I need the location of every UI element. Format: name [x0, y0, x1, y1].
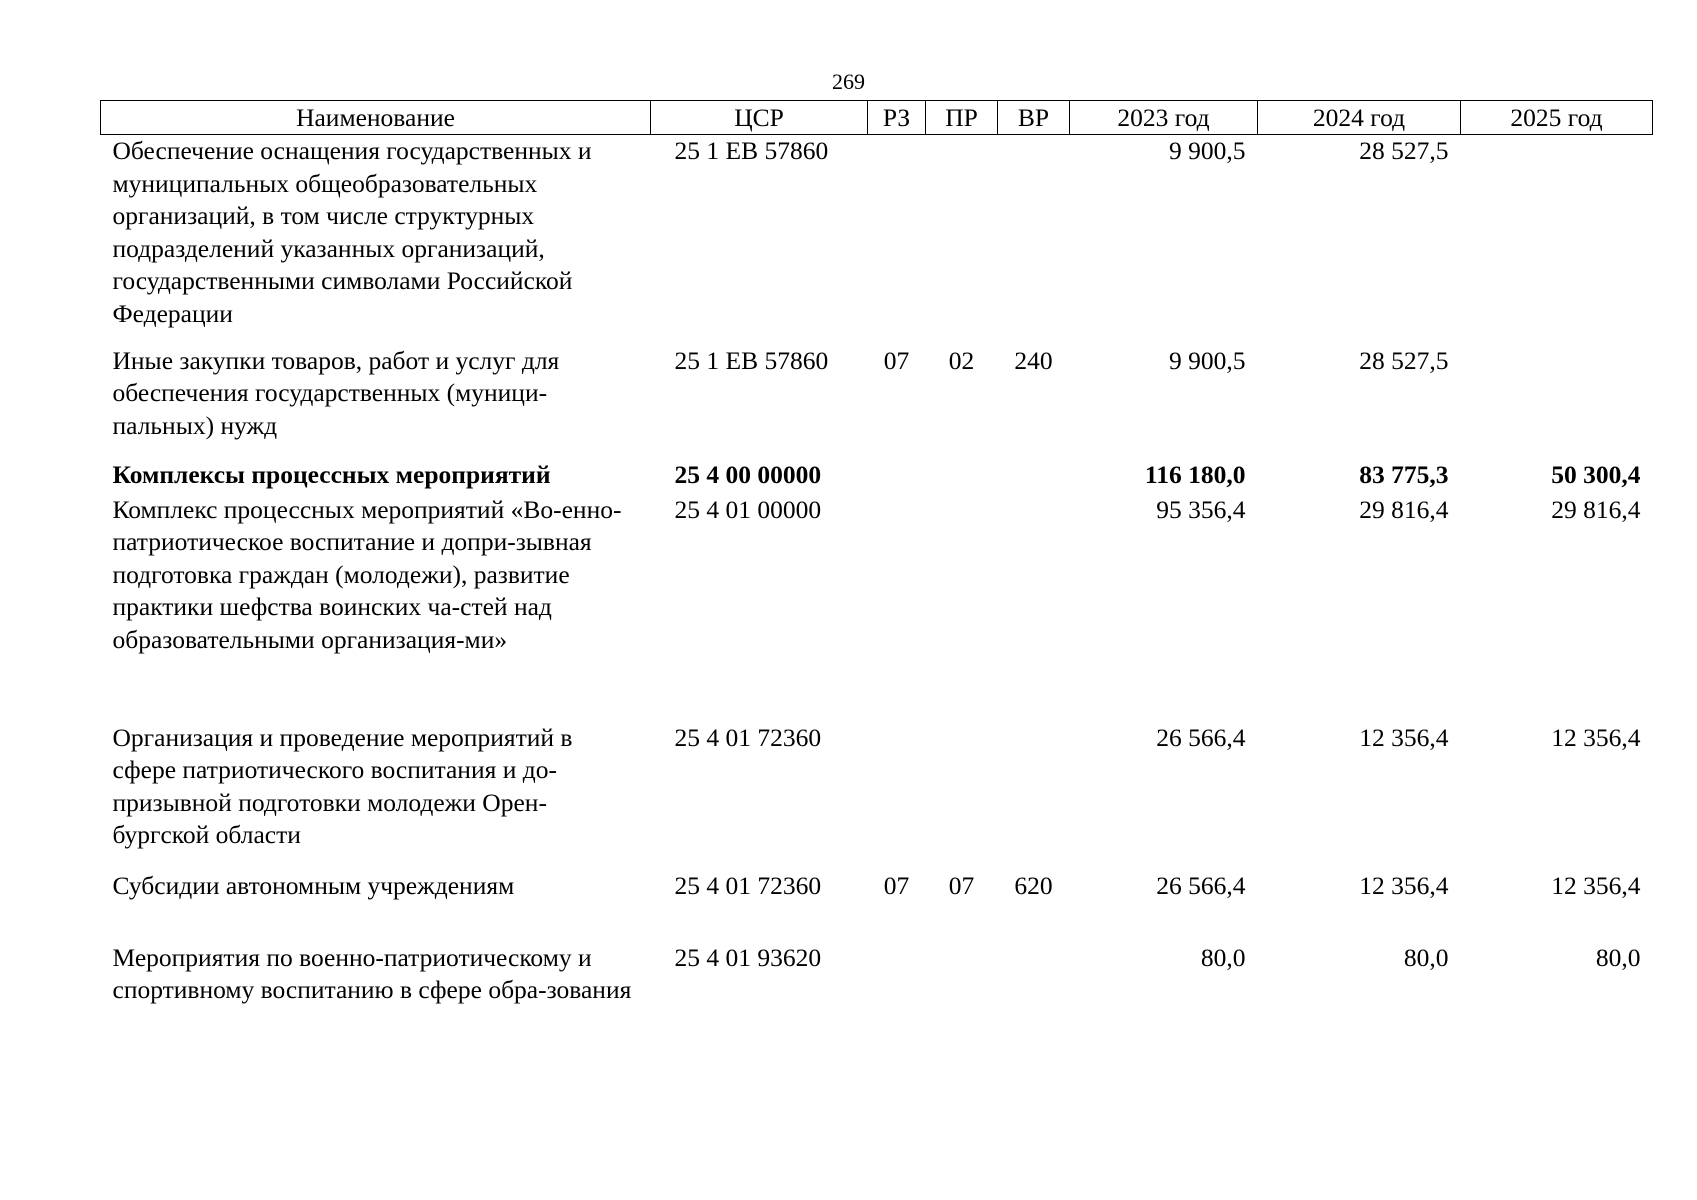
page-number: 269 [832, 69, 865, 94]
row-vr [998, 459, 1070, 494]
row-2025: 12 356,4 [1551, 722, 1641, 752]
row-rz [868, 722, 926, 870]
table-row [101, 722, 1653, 870]
header-vr: ВР [998, 101, 1070, 135]
row-name: Комплексы процессных мероприятий [112, 459, 551, 489]
row-rz: 07 [883, 870, 910, 900]
table-row [101, 345, 1653, 459]
row-name: Организация и проведение мероприятий в сфере патриотического воспитания и до-призывной подготовки молодежи Орен-бургской области [112, 722, 573, 849]
header-2024: 2024 год [1258, 101, 1461, 135]
row-2023: 80,0 [1200, 942, 1246, 972]
row-rz [868, 135, 926, 345]
row-pr: 02 [948, 345, 975, 375]
row-2025: 12 356,4 [1551, 870, 1641, 900]
row-vr: 620 [1014, 870, 1053, 900]
header-pr: ПР [926, 101, 998, 135]
row-csr: 25 4 01 93620 [674, 942, 822, 972]
row-pr: 07 [948, 870, 975, 900]
row-name: Иные закупки товаров, работ и услуг для обеспечения государственных (муници-пальных) нужд [112, 345, 560, 440]
row-2024: 28 527,5 [1359, 345, 1449, 375]
row-2024: 12 356,4 [1359, 722, 1449, 752]
table-row [101, 135, 1653, 345]
row-pr [926, 135, 998, 345]
row-2025: 29 816,4 [1551, 494, 1641, 524]
row-2023: 95 356,4 [1156, 494, 1246, 524]
row-name: Обеспечение оснащения государственных и муниципальных общеобразовательных организаций, в том числе структурных подразделений указанных организаций, государственными символами Российской Федерации [112, 136, 592, 328]
row-vr: 240 [1014, 345, 1053, 375]
row-csr: 25 4 01 00000 [674, 494, 822, 524]
row-2025 [1461, 135, 1653, 345]
row-2024: 83 775,3 [1359, 459, 1449, 489]
row-rz [868, 942, 926, 1052]
row-name: Комплекс процессных мероприятий «Во-енно-патриотическое воспитание и допри-зывная подготовка граждан (молодежи), развитие практики шефства воинских ча-стей над образовательными организация-ми» [112, 494, 622, 654]
budget-table [100, 100, 1653, 1052]
table-row [101, 459, 1653, 494]
table-row [101, 870, 1653, 942]
row-pr [926, 942, 998, 1052]
row-2023: 116 180,0 [1144, 459, 1246, 489]
row-2024: 80,0 [1403, 942, 1449, 972]
row-2023: 9 900,5 [1169, 136, 1246, 165]
row-rz [868, 459, 926, 494]
row-csr: 25 4 01 72360 [674, 722, 822, 752]
row-csr: 25 4 01 72360 [674, 870, 822, 900]
row-vr [998, 722, 1070, 870]
row-csr: 25 1 ЕВ 57860 [674, 345, 829, 375]
row-2025: 80,0 [1595, 942, 1641, 972]
row-pr [926, 494, 998, 722]
row-2023: 9 900,5 [1169, 345, 1246, 375]
row-vr [998, 942, 1070, 1052]
header-csr: ЦСР [651, 101, 868, 135]
row-pr [926, 722, 998, 870]
row-2025 [1461, 345, 1653, 459]
row-name: Субсидии автономным учреждениям [112, 870, 515, 900]
row-csr: 25 1 ЕВ 57860 [674, 136, 829, 165]
row-vr [998, 135, 1070, 345]
row-2025: 50 300,4 [1551, 459, 1641, 489]
table-row [101, 494, 1653, 722]
table-row [101, 942, 1653, 1052]
row-rz: 07 [883, 345, 910, 375]
row-pr [926, 459, 998, 494]
header-2025: 2025 год [1461, 101, 1653, 135]
row-2024: 28 527,5 [1359, 136, 1449, 165]
header-name: Наименование [101, 101, 651, 135]
row-vr [998, 494, 1070, 722]
row-2023: 26 566,4 [1156, 722, 1246, 752]
row-2024: 12 356,4 [1359, 870, 1449, 900]
table-header-row [101, 101, 1653, 135]
row-2024: 29 816,4 [1359, 494, 1449, 524]
row-csr: 25 4 00 00000 [674, 459, 822, 489]
row-name: Мероприятия по военно-патриотическому и спортивному воспитанию в сфере обра-зования [112, 942, 632, 1004]
row-2023: 26 566,4 [1156, 870, 1246, 900]
row-rz [868, 494, 926, 722]
header-2023: 2023 год [1070, 101, 1258, 135]
header-rz: РЗ [868, 101, 926, 135]
